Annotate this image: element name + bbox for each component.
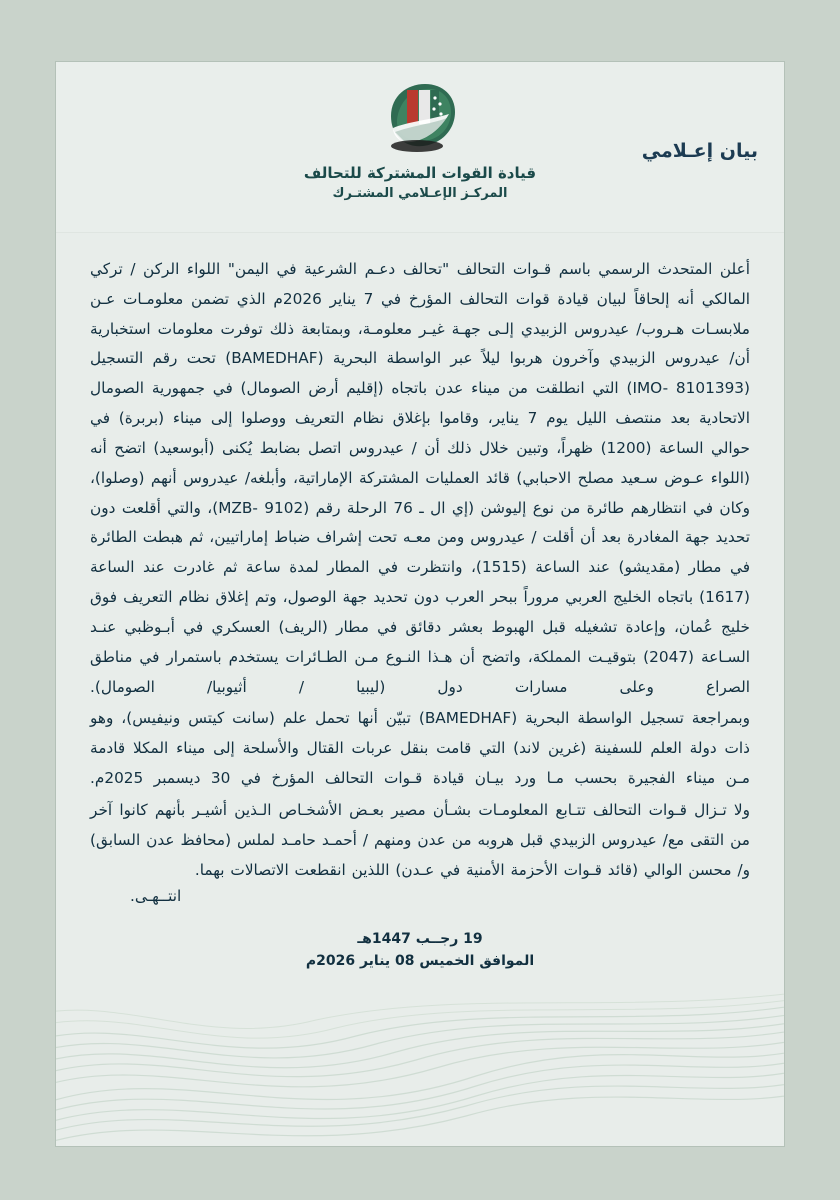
organization-name: قيادة القوات المشتركة للتحالف: [303, 164, 537, 182]
hijri-date: 19 رجــب 1447هـ: [357, 931, 483, 948]
statement-paragraph-1: أعلن المتحدث الرسمي باسم قـوات التحالف "تحالف دعـم الشرعية في اليمن" اللواء الركن / تركي المالكي أنه إلحاقاً لبيان قيادة قوات التحالف المؤرخ في 7 يناير 2026م الذي تضمن معلومـات عـن ملابسـات هـروب/ عيدروس الزبيدي إلـى جهـة غيـر معلومـة، وبمتابعة ذلك توفرت معلومات استخبارية أن/ عيدروس الزبيدي وآخرون هربوا ليلاً عبر الواسطة البحرية (BAMEDHAF) تحت رقم التسجيل (IMO- 8101393) التي انطلقت من ميناء عدن باتجاه (إقليم أرض الصومال) في جمهورية الصومال الاتحادية بعد منتصف الليل يوم 7 يناير، وقاموا بإغلاق نظام التعريف ووصلوا إلى ميناء (بربرة) في حوالي الساعة (1200) ظهراً، وتبين خلال ذلك أن / عيدروس اتصل بضابط يُكنى (أبوسعيد) اتضح أنه (اللواء عـوض سـعيد مصلح الاحبابي) قائد العمليات المشتركة الإماراتية، وأبلغه/ عيدروس أنهم (وصلوا)، وكان في انتظارهم طائرة من نوع إليوشن (إي ال ـ 76 الرحلة رقم (MZB- 9102)، والتي أقلعت دون تحديد جهة المغادرة بعد أن أقلت / عيدروس ومن معـه تحت إشراف ضباط إماراتيين، ثم هبطت الطائرة في مطار (مقديشو) عند الساعة (1515)، وانتظرت في المطار لمدة ساعة ثم غادرت عند الساعة (1617) باتجاه الخليج العربي مروراً ببحر العرب دون تحديد جهة الوصول، وتم إغلاق نظام التعريف فوق خليج عُمان، وإعادة تشغيله قبل الهبوط بعشر دقائق في مطار (الريف) العسكري في أبـوظبي عنـد السـاعة (2047) بتوقيـت المملكة، واتضح أن هـذا النـوع مـن الطـائرات يستخدم باستمرار في مناطق الصراع وعلى مسارات دول (ليبيا / أثيوبيا/ الصومال).: [90, 260, 751, 696]
statement-paragraph-3: ولا تـزال قـوات التحالف تتـابع المعلومـات بشـأن مصير بعـض الأشخـاص الـذين أشيـر بأنهم كانوا آخر من التقى مع/ عيدروس الزبيدي قبل هروبه من عدن ومنهم / أحمـد حامـد لملس (محافظ عدن السابق) و/ محسن الوالي (قائد قـوات الأحزمة الأمنية في عـدن) اللذين انقطعت الاتصالات بهما.: [90, 800, 750, 879]
statement-paragraph-2: وبمراجعة تسجيل الواسطة البحرية (BAMEDHAF) تبيّن أنها تحمل علم (سانت كيتس ونيفيس)، وهو ذات دولة العلم للسفينة (غرين لاند) التي قامت بنقل عربات القتال والأسلحة إلى ميناء المكلا قادمة مـن ميناء الفجيرة بحسب مـا ورد بيـان قيادة قـوات التحالف المؤرخ في 30 ديسمبر 2025م.: [90, 709, 750, 788]
decorative-wave-pattern: [56, 956, 784, 1146]
closing-word: انتــهـى.: [130, 887, 182, 906]
page-title: بيان إعـلامي: [641, 140, 758, 162]
statement-sheet: [56, 62, 784, 1146]
coalition-joint-forces-logo-icon: [377, 76, 463, 158]
gregorian-date: الموافق الخميس 08 يناير 2026م: [305, 953, 535, 970]
logo-block: [56, 76, 784, 201]
document-header: [56, 62, 784, 233]
organization-subtitle: المركـز الإعـلامي المشتـرك: [332, 186, 508, 201]
